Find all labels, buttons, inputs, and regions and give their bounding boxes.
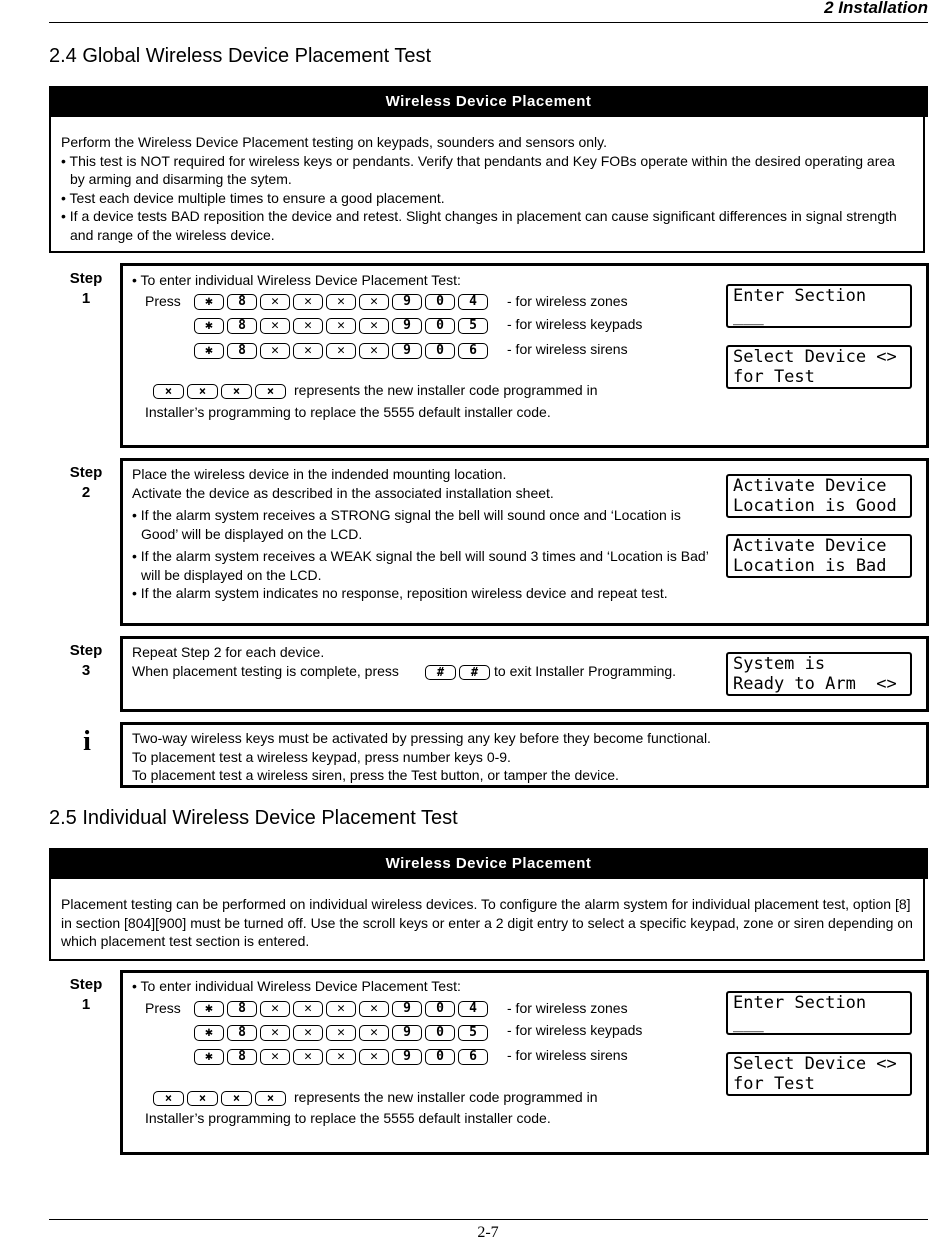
star-key: ✱ xyxy=(194,318,224,334)
code-key: × xyxy=(221,1091,252,1106)
sequence-desc: - for wireless sirens xyxy=(507,341,628,357)
key-x: ✕ xyxy=(359,343,389,359)
key-8: 8 xyxy=(227,1025,257,1041)
hash-key: # xyxy=(425,665,456,680)
step-instruction: • To enter individual Wireless Device Placement Test: xyxy=(132,978,461,994)
star-key: ✱ xyxy=(194,1001,224,1017)
lcd-display: System is Ready to Arm <> xyxy=(726,652,912,696)
info-text: Two-way wireless keys must be activated by pressing any key before they become functional. To placement test a wireless keypad, press number keys 0-9. To placement test a wireless siren, press the Test button, or tamper the device. xyxy=(132,730,711,783)
lcd-display: Select Device <> for Test xyxy=(726,1052,912,1096)
key-0: 0 xyxy=(425,343,455,359)
key-x: ✕ xyxy=(260,318,290,334)
sequence-desc: - for wireless zones xyxy=(507,1000,628,1016)
keypad-sequence xyxy=(194,317,491,335)
step-instruction: Place the wireless device in the indended mounting location. xyxy=(132,466,507,482)
key-0: 0 xyxy=(425,294,455,310)
intro-box xyxy=(49,117,925,253)
section-title-2-4: 2.4 Global Wireless Device Placement Test xyxy=(49,45,432,67)
key-8: 8 xyxy=(227,1049,257,1065)
key-x: ✕ xyxy=(326,1025,356,1041)
key-5: 5 xyxy=(458,318,488,334)
code-note: represents the new installer code programmed in xyxy=(294,382,598,398)
sequence-desc: - for wireless sirens xyxy=(507,1047,628,1063)
keypad-sequence xyxy=(194,293,491,311)
section-band: Wireless Device Placement xyxy=(49,86,928,117)
key-0: 0 xyxy=(425,1001,455,1017)
key-x: ✕ xyxy=(293,294,323,310)
key-8: 8 xyxy=(227,294,257,310)
lcd-display: Enter Section ___ xyxy=(726,991,912,1035)
key-x: ✕ xyxy=(326,1049,356,1065)
code-key: × xyxy=(187,1091,218,1106)
intro-bullet: • This test is NOT required for wireless keys or pendants. Verify that pendants and Key FOBs operate within the desired operating area by arming and disarming the sytem. xyxy=(61,152,895,187)
keypad-sequence xyxy=(194,1000,491,1018)
key-x: ✕ xyxy=(293,1001,323,1017)
keypad-sequence xyxy=(194,1024,491,1042)
code-key: × xyxy=(187,384,218,399)
press-label: Press xyxy=(145,1000,181,1016)
step-instruction: Repeat Step 2 for each device. xyxy=(132,644,325,660)
step-label: Step 3 xyxy=(69,642,103,679)
code-key: × xyxy=(255,1091,286,1106)
key-x: ✕ xyxy=(359,294,389,310)
step-instruction: Activate the device as described in the associated installation sheet. xyxy=(132,484,554,501)
press-label: Press xyxy=(145,293,181,309)
key-x: ✕ xyxy=(326,343,356,359)
key-x: ✕ xyxy=(293,318,323,334)
step-2-text xyxy=(132,465,712,603)
star-key: ✱ xyxy=(194,343,224,359)
key-x: ✕ xyxy=(359,1049,389,1065)
hash-keys xyxy=(425,664,493,682)
key-0: 0 xyxy=(425,1049,455,1065)
key-9: 9 xyxy=(392,318,422,334)
code-key: × xyxy=(153,1091,184,1106)
sequence-desc: - for wireless keypads xyxy=(507,1022,643,1038)
key-9: 9 xyxy=(392,1049,422,1065)
key-9: 9 xyxy=(392,1025,422,1041)
key-x: ✕ xyxy=(260,294,290,310)
chapter-heading: 2 Installation xyxy=(824,0,928,17)
key-x: ✕ xyxy=(326,1001,356,1017)
step-bullet: • If the alarm system indicates no response, reposition wireless device and repeat test. xyxy=(132,585,668,601)
section-title-2-5: 2.5 Individual Wireless Device Placement Test xyxy=(49,807,458,829)
header-rule xyxy=(49,22,928,23)
intro-text: Perform the Wireless Device Placement testing on keypads, sounders and sensors only. xyxy=(61,134,607,150)
code-key: × xyxy=(221,384,252,399)
key-4: 4 xyxy=(458,294,488,310)
lcd-display: Activate Device Location is Good xyxy=(726,474,912,518)
key-x: ✕ xyxy=(359,1001,389,1017)
section-band: Wireless Device Placement xyxy=(49,848,928,879)
key-x: ✕ xyxy=(260,1001,290,1017)
intro-text: Placement testing can be performed on individual wireless devices. To configure the alarm system for individual placement test, option [8] in section [804][900] must be turned off. Use the scroll keys or enter a 2 digit entry to select a specific keypad, zone or siren depending on which placement test section is entered. xyxy=(61,896,913,949)
page-number: 2-7 xyxy=(477,1224,499,1241)
intro-box xyxy=(49,879,925,961)
key-x: ✕ xyxy=(260,343,290,359)
key-9: 9 xyxy=(392,294,422,310)
intro-bullet: • Test each device multiple times to ensure a good placement. xyxy=(61,189,445,206)
key-x: ✕ xyxy=(260,1049,290,1065)
key-0: 0 xyxy=(425,1025,455,1041)
key-x: ✕ xyxy=(326,318,356,334)
key-9: 9 xyxy=(392,343,422,359)
key-x: ✕ xyxy=(260,1025,290,1041)
key-6: 6 xyxy=(458,343,488,359)
star-key: ✱ xyxy=(194,1025,224,1041)
key-8: 8 xyxy=(227,1001,257,1017)
keypad-sequence xyxy=(194,342,491,360)
step-label: Step 2 xyxy=(69,464,103,501)
step-label: Step 1 xyxy=(69,976,103,1013)
lcd-display: Enter Section ___ xyxy=(726,284,912,328)
key-x: ✕ xyxy=(293,343,323,359)
key-x: ✕ xyxy=(293,1049,323,1065)
key-9: 9 xyxy=(392,1001,422,1017)
installer-code-keys xyxy=(153,1090,289,1108)
star-key: ✱ xyxy=(194,294,224,310)
code-note: Installer’s programming to replace the 5555 default installer code. xyxy=(145,1110,551,1126)
code-key: × xyxy=(153,384,184,399)
key-8: 8 xyxy=(227,318,257,334)
sequence-desc: - for wireless zones xyxy=(507,293,628,309)
hash-key: # xyxy=(459,665,490,680)
key-6: 6 xyxy=(458,1049,488,1065)
lcd-display: Select Device <> for Test xyxy=(726,345,912,389)
step-bullet: • If the alarm system receives a WEAK signal the bell will sound 3 times and ‘Location is Bad’ will be displayed on the LCD. xyxy=(132,548,709,583)
code-note: Installer’s programming to replace the 5555 default installer code. xyxy=(145,404,551,420)
intro-bullet: • If a device tests BAD reposition the device and retest. Slight changes in placement can cause significant differences in signal strength and range of the wireless device. xyxy=(61,208,897,243)
key-x: ✕ xyxy=(359,1025,389,1041)
info-icon: i xyxy=(83,726,91,757)
step-instruction: • To enter individual Wireless Device Placement Test: xyxy=(132,272,461,288)
key-x: ✕ xyxy=(326,294,356,310)
key-8: 8 xyxy=(227,343,257,359)
code-note: represents the new installer code programmed in xyxy=(294,1089,598,1105)
key-x: ✕ xyxy=(293,1025,323,1041)
step-bullet: • If the alarm system receives a STRONG signal the bell will sound once and ‘Location is Good’ will be displayed on the LCD. xyxy=(132,507,681,542)
key-x: ✕ xyxy=(359,318,389,334)
key-5: 5 xyxy=(458,1025,488,1041)
star-key: ✱ xyxy=(194,1049,224,1065)
step-instruction: to exit Installer Programming. xyxy=(494,663,677,679)
step-instruction: When placement testing is complete, press xyxy=(132,663,399,679)
key-4: 4 xyxy=(458,1001,488,1017)
keypad-sequence xyxy=(194,1048,491,1066)
key-0: 0 xyxy=(425,318,455,334)
sequence-desc: - for wireless keypads xyxy=(507,316,643,332)
footer-rule xyxy=(49,1219,928,1220)
lcd-display: Activate Device Location is Bad xyxy=(726,534,912,578)
installer-code-keys xyxy=(153,383,289,401)
step-label: Step 1 xyxy=(69,270,103,307)
code-key: × xyxy=(255,384,286,399)
